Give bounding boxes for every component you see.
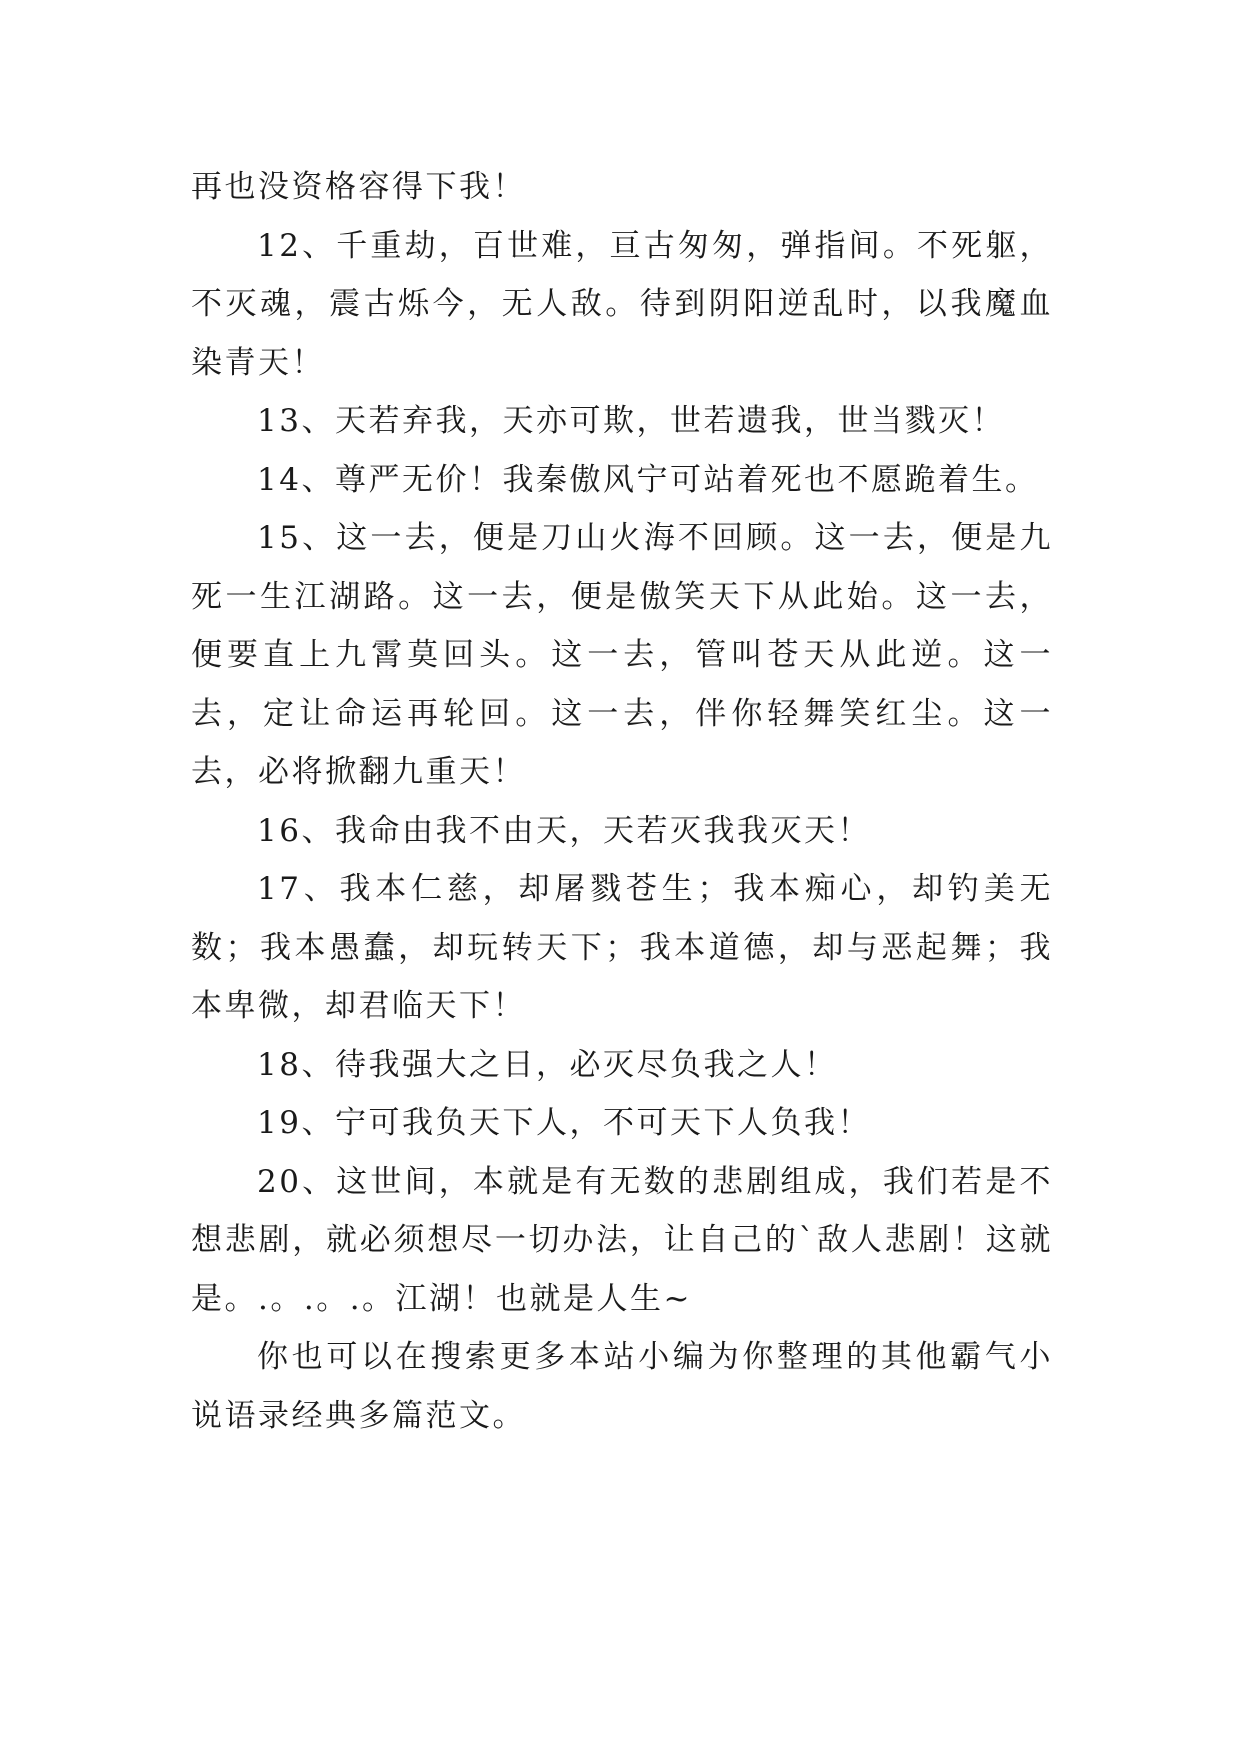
paragraph-continuation: 再也没资格容得下我！ <box>191 169 526 205</box>
quote-12: 12、千重劫，百世难，亘古匆匆，弹指间。不死躯，不灭魂，震古烁今，无人敌。待到阴阳逆乱时，以我魔血染青天！ <box>191 227 1053 381</box>
quote-18: 18、待我强大之日，必灭尽负我之人！ <box>257 1046 838 1083</box>
quote-16: 16、我命由我不由天，天若灭我我灭天！ <box>257 812 871 849</box>
quote-15: 15、这一去，便是刀山火海不回顾。这一去，便是九死一生江湖路。这一去，便是傲笑天下从此始。这一去，便要直上九霄莫回头。这一去，管叫苍天从此逆。这一去，定让命运再轮回。这一去，伴你轻舞笑红尘。这一去，必将掀翻九重天！ <box>191 520 1053 790</box>
quote-17: 17、我本仁慈，却屠戮苍生；我本痴心，却钓美无数；我本愚蠢，却玩转天下；我本道德，却与恶起舞；我本卑微，却君临天下！ <box>191 871 1053 1024</box>
quote-20: 20、这世间，本就是有无数的悲剧组成，我们若是不想悲剧，就必须想尽一切办法，让自己的`敌人悲剧！这就是。.。.。.。江湖！也就是人生~ <box>191 1163 1053 1317</box>
document-body <box>191 158 1053 1445</box>
quote-13: 13、天若弃我，天亦可欺，世若遗我，世当戮灭！ <box>257 403 1005 439</box>
quote-14: 14、尊严无价！我秦傲风宁可站着死也不愿跪着生。 <box>257 461 1039 498</box>
quote-19: 19、宁可我负天下人，不可天下人负我！ <box>257 1105 871 1141</box>
closing-note: 你也可以在搜索更多本站小编为你整理的其他霸气小说语录经典多篇范文。 <box>191 1339 1053 1434</box>
